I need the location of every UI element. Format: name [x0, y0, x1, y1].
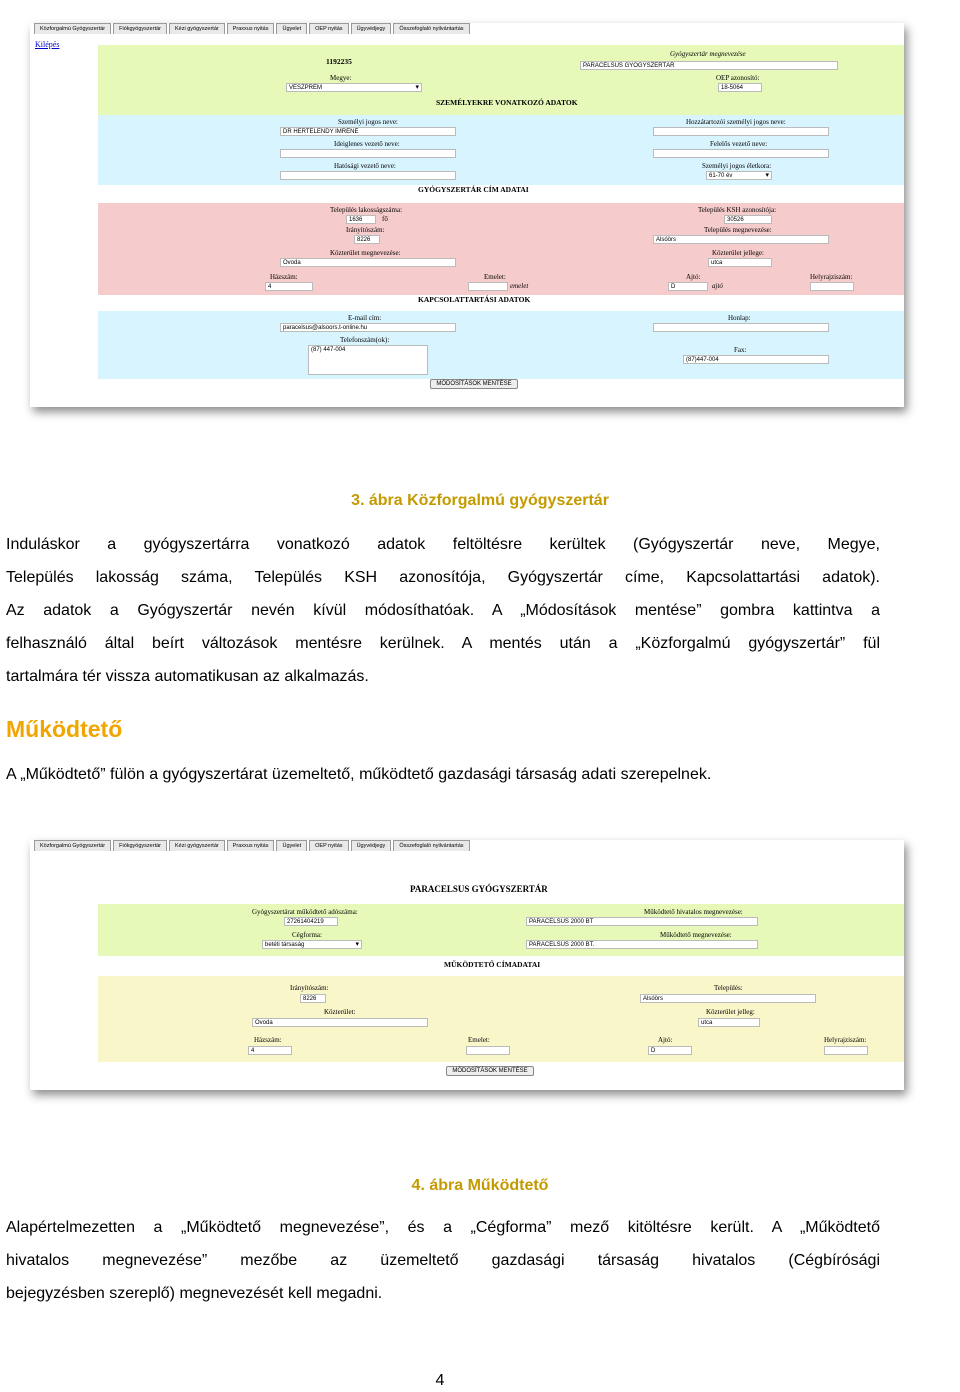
company-form-label: Cégforma:: [292, 931, 322, 939]
street-field[interactable]: Óvoda: [252, 1018, 428, 1027]
floor-label: Emelet:: [468, 1036, 490, 1044]
relative-field[interactable]: [653, 127, 829, 136]
door-label: Ajtó:: [658, 1036, 673, 1044]
pharmacy-form-screenshot: [30, 23, 904, 407]
town-field[interactable]: Alsóörs: [640, 994, 816, 1003]
contact-section: [98, 311, 904, 379]
street-label: Közterület megnevezése:: [330, 249, 401, 257]
paragraph-3-line: bejegyzésben szereplő) megnevezését kell megadni.: [6, 1285, 383, 1302]
population-unit: fő: [382, 215, 388, 223]
town-label: Település:: [714, 984, 743, 992]
house-field[interactable]: 4: [265, 282, 313, 291]
phone-label: Telefonszám(ok):: [340, 336, 390, 344]
temp-manager-field[interactable]: [280, 149, 456, 158]
house-label: Házszám:: [254, 1036, 282, 1044]
oep-label: OEP azonosító:: [716, 74, 760, 82]
tab-praxxus[interactable]: Praxxus nyitás: [227, 23, 275, 34]
tax-field[interactable]: 27261404219: [284, 917, 338, 926]
street-type-field[interactable]: utca: [698, 1018, 760, 1027]
temp-manager-label: Ideiglenes vezető neve:: [334, 140, 400, 148]
official-manager-label: Hatósági vezető neve:: [334, 162, 396, 170]
tab-ugyelet[interactable]: Ügyelet: [276, 840, 307, 851]
town-label: Település megnevezése:: [704, 226, 772, 234]
tax-label: Gyógyszertárat működtető adószáma:: [252, 908, 358, 916]
operator-name-label: Működtető megnevezése:: [660, 931, 732, 939]
personal-section: [98, 115, 904, 185]
header-section: [98, 45, 904, 115]
pharmacy-name-label: Gyógyszertár megnevezése: [670, 50, 746, 58]
official-manager-field[interactable]: [280, 171, 456, 180]
address-section: [98, 203, 904, 295]
tab-kozforgalmu[interactable]: Közforgalmú Gyógyszertár: [34, 840, 111, 851]
tab-fiok[interactable]: Fiókgyógyszertár: [113, 840, 167, 851]
town-field[interactable]: Alsóörs: [653, 235, 829, 244]
address-section-title: GYÓGYSZERTÁR CÍM ADATAI: [418, 185, 529, 194]
tab-oep[interactable]: OEP nyitás: [309, 840, 348, 851]
tab-kezi[interactable]: Kézi gyógyszertár: [169, 23, 225, 34]
oep-field[interactable]: 18-5064: [718, 83, 762, 92]
paragraph-3-line: Alapértelmezetten a „Működtető megnevezése”, és a „Cégforma” mező kitöltésre került. A „Működtető: [6, 1219, 880, 1236]
operator-address-section: [98, 976, 904, 1062]
door-label: Ajtó:: [686, 273, 701, 281]
county-select[interactable]: VESZPRÉM ▾: [286, 83, 422, 92]
id-value: 1192235: [326, 57, 352, 66]
age-select[interactable]: 61-70 év ▾: [706, 171, 772, 180]
house-field[interactable]: 4: [248, 1046, 292, 1055]
tab-fiok[interactable]: Fiókgyógyszertár: [113, 23, 167, 34]
tab-bar: [30, 840, 904, 852]
population-field[interactable]: 1636: [346, 215, 376, 224]
section-heading: Működtető: [6, 716, 123, 742]
lot-field[interactable]: [810, 282, 854, 291]
tab-bar: [30, 23, 904, 35]
street-type-field[interactable]: utca: [708, 258, 772, 267]
operator-form-screenshot: [30, 840, 904, 1090]
door-field[interactable]: D: [648, 1046, 692, 1055]
street-field[interactable]: Óvoda: [280, 258, 456, 267]
phone-textarea[interactable]: (87) 447-004: [308, 345, 428, 375]
tab-praxxus[interactable]: Praxxus nyitás: [227, 840, 275, 851]
ksh-field[interactable]: 30526: [724, 215, 772, 224]
tab-osszefoglalo[interactable]: Összefoglaló nyilvántartás: [393, 840, 469, 851]
zip-field[interactable]: 8226: [300, 994, 326, 1003]
age-label: Személyi jogos életkora:: [702, 162, 772, 170]
street-label: Közterület:: [324, 1008, 356, 1016]
paragraph-3: [6, 1211, 880, 1310]
paragraph-1-line: Induláskor a gyógyszertárra vonatkozó adatok feltöltésre kerültek (Gyógyszertár neve, Megye,: [6, 536, 880, 553]
save-button[interactable]: MÓDOSÍTÁSOK MENTÉSE: [430, 379, 518, 389]
zip-field[interactable]: 8226: [354, 235, 380, 244]
county-label: Megye:: [330, 74, 352, 82]
zip-label: Irányítószám:: [290, 984, 329, 992]
figure-caption-3: 3. ábra Közforgalmú gyógyszertár: [351, 492, 609, 509]
operator-section: [98, 904, 904, 956]
lot-label: Helyrajziszám:: [810, 273, 853, 281]
lot-label: Helyrajziszám:: [824, 1036, 867, 1044]
pharmacy-name-field[interactable]: PARACELSUS GYÓGYSZERTÁR: [580, 61, 838, 70]
paragraph-1-line: Az adatok a Gyógyszertár nevén kívül módosíthatóak. A „Módosítások mentése” gombra kattintva a: [6, 602, 880, 619]
figure-caption-4: 4. ábra Működtető: [411, 1177, 549, 1194]
logout-link[interactable]: Kilépés: [35, 40, 60, 49]
lot-field[interactable]: [824, 1046, 868, 1055]
street-type-label: Közterület jelleg:: [706, 1008, 755, 1016]
legal-person-field[interactable]: DR HERTELENDY IMRÉNÉ: [280, 127, 456, 136]
paragraph-3-line: hivatalos megnevezése” mezőbe az üzemeltető gazdasági társaság hivatalos (Cégbírósági: [6, 1252, 880, 1269]
door-field[interactable]: D: [668, 282, 708, 291]
personal-section-title: SZEMÉLYEKRE VONATKOZÓ ADATOK: [436, 98, 578, 107]
floor-label: Emelet:: [484, 273, 506, 281]
email-field[interactable]: paracelsus@alsoors.t-online.hu: [280, 323, 456, 332]
resp-manager-label: Felelős vezető neve:: [710, 140, 768, 148]
fax-label: Fax:: [734, 346, 747, 354]
street-type-label: Közterület jellege:: [712, 249, 764, 257]
zip-label: Irányítószám:: [346, 226, 385, 234]
ksh-label: Település KSH azonosítója:: [698, 206, 777, 214]
company-form-select[interactable]: betéti társaság ▾: [262, 940, 362, 949]
paragraph-2-line: A „Működtető” fülön a gyógyszertárat üzemeltető, működtető gazdasági társaság adati szerepelnek.: [6, 766, 712, 783]
paragraph-1-line: felhasználó által beírt változások mentésre kerülnek. A mentés után a „Közforgalmú gyógyszertár” fül: [6, 635, 880, 652]
paragraph-1-line: tartalmára tér vissza automatikusan az alkalmazás.: [6, 668, 369, 685]
door-suffix: ajtó: [712, 282, 723, 290]
contact-section-title: KAPCSOLATTARTÁSI ADATOK: [418, 295, 531, 304]
pharmacy-title: PARACELSUS GYÓGYSZERTÁR: [410, 884, 548, 894]
floor-field[interactable]: [466, 1046, 510, 1055]
tab-ugyved[interactable]: Ügyvédjegy: [351, 840, 392, 851]
official-name-field[interactable]: PARACELSUS 2000 BT: [526, 917, 758, 926]
population-label: Település lakosságszáma:: [330, 206, 403, 214]
page-number: 4: [435, 1372, 445, 1389]
web-field[interactable]: [653, 323, 829, 332]
official-name-label: Működtető hivatalos megnevezése:: [644, 908, 743, 916]
tab-osszefoglalo[interactable]: Összefoglaló nyilvántartás: [393, 23, 469, 34]
fax-field[interactable]: (87)447-004: [683, 355, 829, 364]
paragraph-2: [6, 758, 880, 791]
house-label: Házszám:: [270, 273, 298, 281]
email-label: E-mail cím:: [348, 314, 382, 322]
operator-address-section-title: MŰKÖDTETŐ CÍMADATAI: [444, 960, 541, 969]
tab-ugyelet[interactable]: Ügyelet: [276, 23, 307, 34]
tab-ugyved[interactable]: Ügyvédjegy: [351, 23, 392, 34]
floor-suffix: emelet: [510, 282, 529, 290]
tab-oep[interactable]: OEP nyitás: [309, 23, 348, 34]
floor-field[interactable]: [468, 282, 508, 291]
tab-kezi[interactable]: Kézi gyógyszertár: [169, 840, 225, 851]
legal-person-label: Személyi jogos neve:: [338, 118, 398, 126]
save-button[interactable]: MÓDOSÍTÁSOK MENTÉSE: [446, 1066, 534, 1076]
relative-label: Hozzátartozói személyi jogos neve:: [686, 118, 786, 126]
resp-manager-field[interactable]: [653, 149, 829, 158]
tab-kozforgalmu[interactable]: Közforgalmú Gyógyszertár: [34, 23, 111, 34]
web-label: Honlap:: [728, 314, 751, 322]
paragraph-1-line: Település lakosság száma, Település KSH azonosítója, Gyógyszertár címe, Kapcsolattartási adatok).: [6, 569, 880, 586]
operator-name-field[interactable]: PARACELSUS 2000 BT.: [526, 940, 758, 949]
paragraph-1: [6, 528, 880, 693]
